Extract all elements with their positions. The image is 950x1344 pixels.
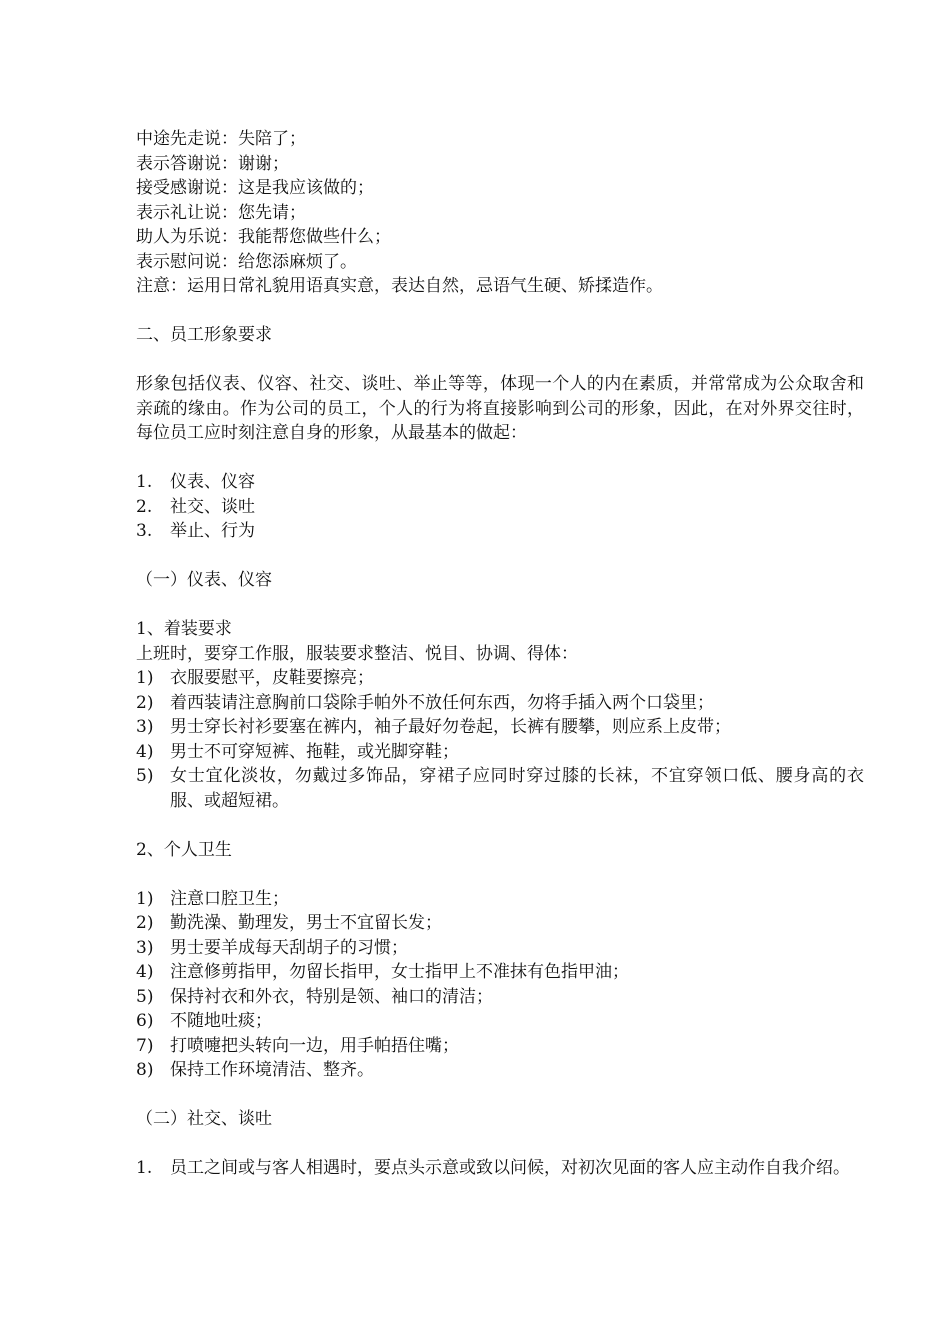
spacer bbox=[136, 348, 864, 373]
phrase-line: 表示答谢说：谢谢； bbox=[136, 153, 289, 174]
list-number: 5) bbox=[136, 986, 154, 1007]
list-item bbox=[136, 691, 864, 716]
phrase-line: 接受感谢说：这是我应该做的； bbox=[136, 178, 374, 198]
list-item bbox=[136, 1058, 864, 1083]
list-number: 3) bbox=[136, 937, 154, 958]
list-item bbox=[136, 470, 864, 495]
list-text: 男士穿长衬衫要塞在裤内，袖子最好勿卷起，长裤有腰攀，则应系上皮带； bbox=[170, 717, 731, 737]
phrase-line: 助人为乐说：我能帮您做些什么； bbox=[136, 227, 391, 247]
list-number: 1. bbox=[136, 1158, 153, 1178]
list-text: 仪表、仪容 bbox=[170, 472, 255, 492]
list-item bbox=[136, 666, 864, 691]
list-text: 举止、行为 bbox=[170, 521, 255, 541]
section-heading: 二、员工形象要求 bbox=[136, 325, 272, 345]
list-item bbox=[136, 519, 864, 544]
list-number: 3. bbox=[136, 521, 153, 541]
list-text: 衣服要慰平，皮鞋要擦亮； bbox=[170, 668, 374, 688]
list-number: 2) bbox=[136, 913, 154, 933]
topic-intro: 上班时，要穿工作服，服装要求整洁、悦目、协调、得体： bbox=[136, 643, 578, 664]
list-number: 2) bbox=[136, 692, 154, 713]
list-text: 男士不可穿短裤、拖鞋，或光脚穿鞋； bbox=[170, 741, 459, 762]
topic-title: 1、着装要求 bbox=[136, 619, 232, 639]
spacer bbox=[136, 1132, 864, 1157]
spacer bbox=[136, 593, 864, 618]
list-text: 勤洗澡、勤理发，男士不宜留长发； bbox=[170, 913, 442, 933]
list-item bbox=[136, 960, 864, 985]
list-text: 社交、谈吐 bbox=[170, 496, 255, 517]
list-number: 1. bbox=[136, 472, 153, 492]
phrase-line: 表示慰问说：给您添麻烦了。 bbox=[136, 251, 357, 272]
list-text: 女士宜化淡妆，勿戴过多饰品，穿裙子应同时穿过膝的长袜，不宜穿领口低、腰身高的衣服、或超短裙。 bbox=[170, 766, 864, 811]
spacer bbox=[136, 813, 864, 838]
list-text: 不随地吐痰； bbox=[170, 1011, 272, 1031]
list-number: 1) bbox=[136, 668, 154, 688]
document-page bbox=[136, 127, 864, 1181]
spacer bbox=[136, 862, 864, 887]
list-number: 7) bbox=[136, 1035, 154, 1056]
phrase-line: 中途先走说：失陪了； bbox=[136, 129, 306, 149]
list-text: 员工之间或与客人相遇时，要点头示意或致以问候，对初次见面的客人应主动作自我介绍。 bbox=[170, 1158, 850, 1178]
list-item bbox=[136, 740, 864, 765]
list-item bbox=[136, 495, 864, 520]
list-number: 2. bbox=[136, 496, 153, 517]
subsection-heading: （二）社交、谈吐 bbox=[136, 1109, 272, 1129]
list-item bbox=[136, 764, 864, 813]
list-item bbox=[136, 911, 864, 936]
list-text: 着西装请注意胸前口袋除手帕外不放任何东西，勿将手插入两个口袋里； bbox=[170, 692, 714, 713]
phrase-note: 注意：运用日常礼貌用语真实意，表达自然，忌语气生硬、矫揉造作。 bbox=[136, 276, 663, 296]
list-text: 保持工作环境清洁、整齐。 bbox=[170, 1060, 374, 1080]
list-text: 注意修剪指甲，勿留长指甲，女士指甲上不准抹有色指甲油； bbox=[170, 962, 629, 982]
list-number: 4) bbox=[136, 741, 154, 762]
subsection-heading: （一）仪表、仪容 bbox=[136, 570, 272, 590]
list-item bbox=[136, 1009, 864, 1034]
list-number: 4) bbox=[136, 962, 154, 982]
list-item bbox=[136, 936, 864, 961]
spacer bbox=[136, 299, 864, 324]
list-item bbox=[136, 985, 864, 1010]
spacer bbox=[136, 1083, 864, 1108]
intro-paragraph: 形象包括仪表、仪容、社交、谈吐、举止等等，体现一个人的内在素质，并常常成为公众取舍和亲疏的缘由。作为公司的员工，个人的行为将直接影响到公司的形象，因此，在对外界交往时，每位员工应时刻注意自身的形象，从最基本的做起： bbox=[136, 374, 864, 443]
list-item bbox=[136, 887, 864, 912]
phrase-line: 表示礼让说：您先请； bbox=[136, 202, 306, 223]
topic-title: 2、个人卫生 bbox=[136, 839, 232, 860]
list-number: 1) bbox=[136, 888, 154, 909]
list-text: 打喷嚏把头转向一边，用手帕捂住嘴； bbox=[170, 1035, 459, 1056]
spacer bbox=[136, 446, 864, 471]
spacer bbox=[136, 544, 864, 569]
list-text: 注意口腔卫生； bbox=[170, 888, 289, 909]
list-item bbox=[136, 715, 864, 740]
list-item bbox=[136, 1034, 864, 1059]
list-number: 8) bbox=[136, 1060, 154, 1080]
list-number: 3) bbox=[136, 717, 154, 737]
list-text: 保持衬衣和外衣，特别是领、袖口的清洁； bbox=[170, 986, 493, 1007]
list-number: 6) bbox=[136, 1011, 154, 1031]
list-number: 5) bbox=[136, 766, 154, 786]
list-text: 男士要羊成每天刮胡子的习惯； bbox=[170, 937, 408, 958]
list-item bbox=[136, 1156, 864, 1181]
